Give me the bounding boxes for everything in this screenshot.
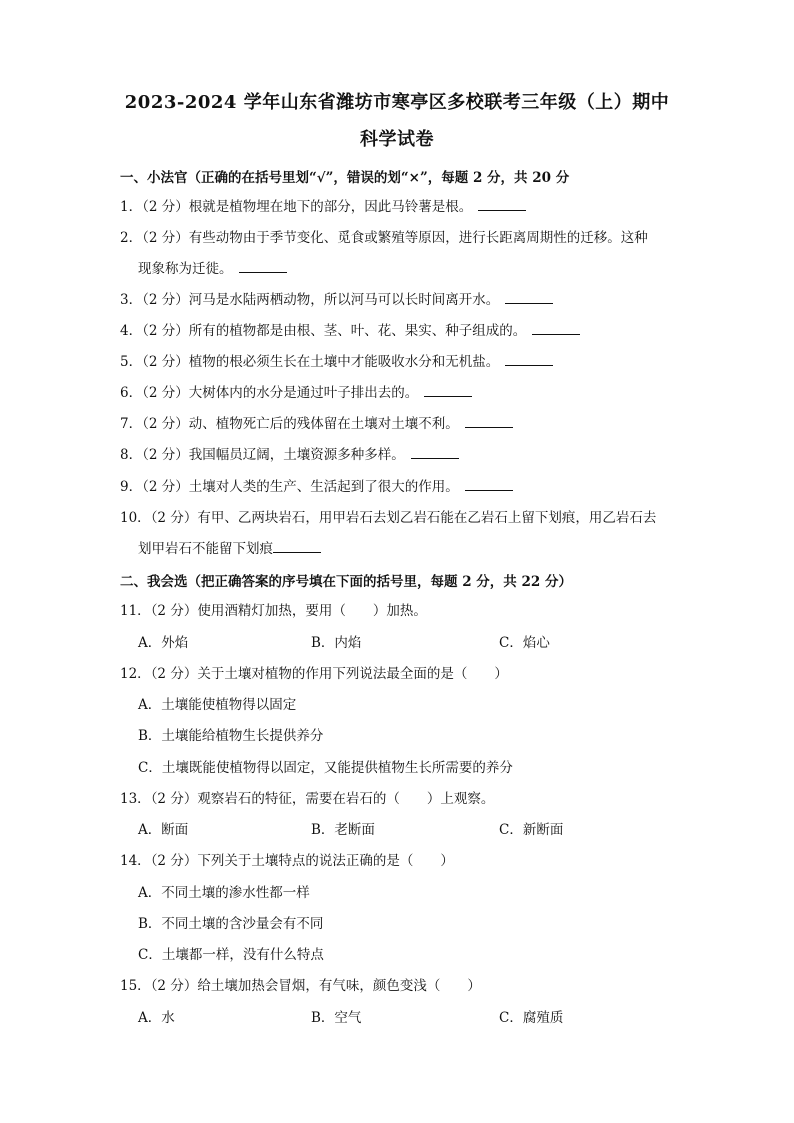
answer-blank[interactable]	[465, 414, 513, 428]
question-number: 8．	[120, 447, 143, 463]
option-b[interactable]: B．老断面	[311, 822, 375, 838]
question-text: 划甲岩石不能留下划痕	[138, 541, 273, 557]
question-number: 9．	[120, 479, 143, 495]
question-number: 1．	[120, 199, 143, 215]
question-number: 5．	[120, 354, 143, 370]
question-text: （2 分）使用酒精灯加热，要用（ ）加热。	[150, 603, 427, 619]
question-text: （2 分）有些动物由于季节变化、觅食或繁殖等原因，进行长距离周期性的迁移。这种	[142, 230, 648, 246]
question-number: 10．	[120, 510, 151, 526]
question-text: （2 分）有甲、乙两块岩石，用甲岩石去划乙岩石能在乙岩石上留下划痕，用乙岩石去	[150, 510, 657, 526]
question-text: （2 分）给土壤加热会冒烟，有气味，颜色变浅（ ）	[150, 978, 481, 994]
question-12	[120, 664, 690, 684]
question-4	[120, 321, 690, 341]
question-number: 14．	[120, 853, 151, 869]
question-number: 11．	[120, 603, 151, 619]
option-c[interactable]: C．腐殖质	[499, 1010, 564, 1026]
question-number: 2．	[120, 230, 143, 246]
option-c[interactable]: C．土壤既能使植物得以固定，又能提供植物生长所需要的养分	[138, 760, 513, 776]
question-5	[120, 352, 690, 372]
question-number: 12．	[120, 666, 151, 682]
exam-subject-title: 科学试卷	[360, 129, 434, 150]
option-b[interactable]: B．土壤能给植物生长提供养分	[138, 728, 324, 744]
option-c[interactable]: C．焰心	[499, 635, 550, 651]
question-text: （2 分）大树体内的水分是通过叶子排出去的。	[142, 385, 419, 401]
question-2-continued	[138, 259, 287, 279]
question-text: （2 分）动、植物死亡后的残体留在土壤对土壤不利。	[142, 416, 459, 432]
question-text: （2 分）观察岩石的特征，需要在岩石的（ ）上观察。	[150, 791, 495, 807]
question-8	[120, 445, 690, 465]
question-11	[120, 601, 690, 621]
question-text: （2 分）关于土壤对植物的作用下列说法最全面的是（ ）	[150, 666, 508, 682]
question-number: 3．	[120, 292, 143, 308]
question-text: （2 分）河马是水陆两栖动物，所以河马可以长时间离开水。	[142, 292, 500, 308]
question-text: 现象称为迁徙。	[138, 261, 233, 277]
question-text: （2 分）所有的植物都是由根、茎、叶、花、果实、种子组成的。	[142, 323, 527, 339]
option-a[interactable]: A．外焰	[138, 635, 189, 651]
option-a[interactable]: A．土壤能使植物得以固定	[138, 697, 297, 713]
option-a[interactable]: A．水	[138, 1010, 175, 1026]
question-14	[120, 851, 690, 871]
answer-blank[interactable]	[505, 352, 553, 366]
question-number: 15．	[120, 978, 151, 994]
question-number: 13．	[120, 791, 151, 807]
question-1	[120, 197, 690, 217]
question-number: 4．	[120, 323, 143, 339]
question-6	[120, 383, 690, 403]
answer-blank[interactable]	[532, 321, 580, 335]
option-a[interactable]: A．不同土壤的渗水性都一样	[138, 885, 310, 901]
answer-blank[interactable]	[424, 383, 472, 397]
question-7	[120, 414, 690, 434]
question-15	[120, 976, 690, 996]
option-a[interactable]: A．断面	[138, 822, 189, 838]
option-c[interactable]: C．土壤都一样，没有什么特点	[138, 947, 324, 963]
answer-blank[interactable]	[411, 445, 459, 459]
option-b[interactable]: B．不同土壤的含沙量会有不同	[138, 916, 324, 932]
answer-blank[interactable]	[478, 197, 526, 211]
question-text: （2 分）土壤对人类的生产、生活起到了很大的作用。	[142, 479, 459, 495]
question-text: （2 分）根就是植物埋在地下的部分，因此马铃薯是根。	[142, 199, 473, 215]
question-text: （2 分）我国幅员辽阔，土壤资源多种多样。	[142, 447, 405, 463]
question-3	[120, 290, 690, 310]
question-10	[120, 508, 690, 528]
section-2-heading: 二、我会选（把正确答案的序号填在下面的括号里，每题 2 分，共 22 分）	[120, 574, 572, 590]
answer-blank[interactable]	[465, 477, 513, 491]
question-text: （2 分）植物的根必须生长在土壤中才能吸收水分和无机盐。	[142, 354, 500, 370]
section-1-heading: 一、小法官（正确的在括号里划“√”，错误的划“×”，每题 2 分，共 20 分	[120, 170, 570, 186]
option-c[interactable]: C．新断面	[499, 822, 564, 838]
option-b[interactable]: B．内焰	[311, 635, 362, 651]
answer-blank[interactable]	[239, 259, 287, 273]
answer-blank[interactable]	[505, 290, 553, 304]
question-13	[120, 789, 690, 809]
question-10-continued	[138, 539, 321, 559]
question-text: （2 分）下列关于土壤特点的说法正确的是（ ）	[150, 853, 454, 869]
question-number: 7．	[120, 416, 143, 432]
exam-title: 2023-2024 学年山东省潍坊市寒亭区多校联考三年级（上）期中	[124, 92, 670, 113]
question-2	[120, 228, 690, 248]
question-number: 6．	[120, 385, 143, 401]
question-9	[120, 477, 690, 497]
answer-blank[interactable]	[273, 539, 321, 553]
option-b[interactable]: B．空气	[311, 1010, 362, 1026]
